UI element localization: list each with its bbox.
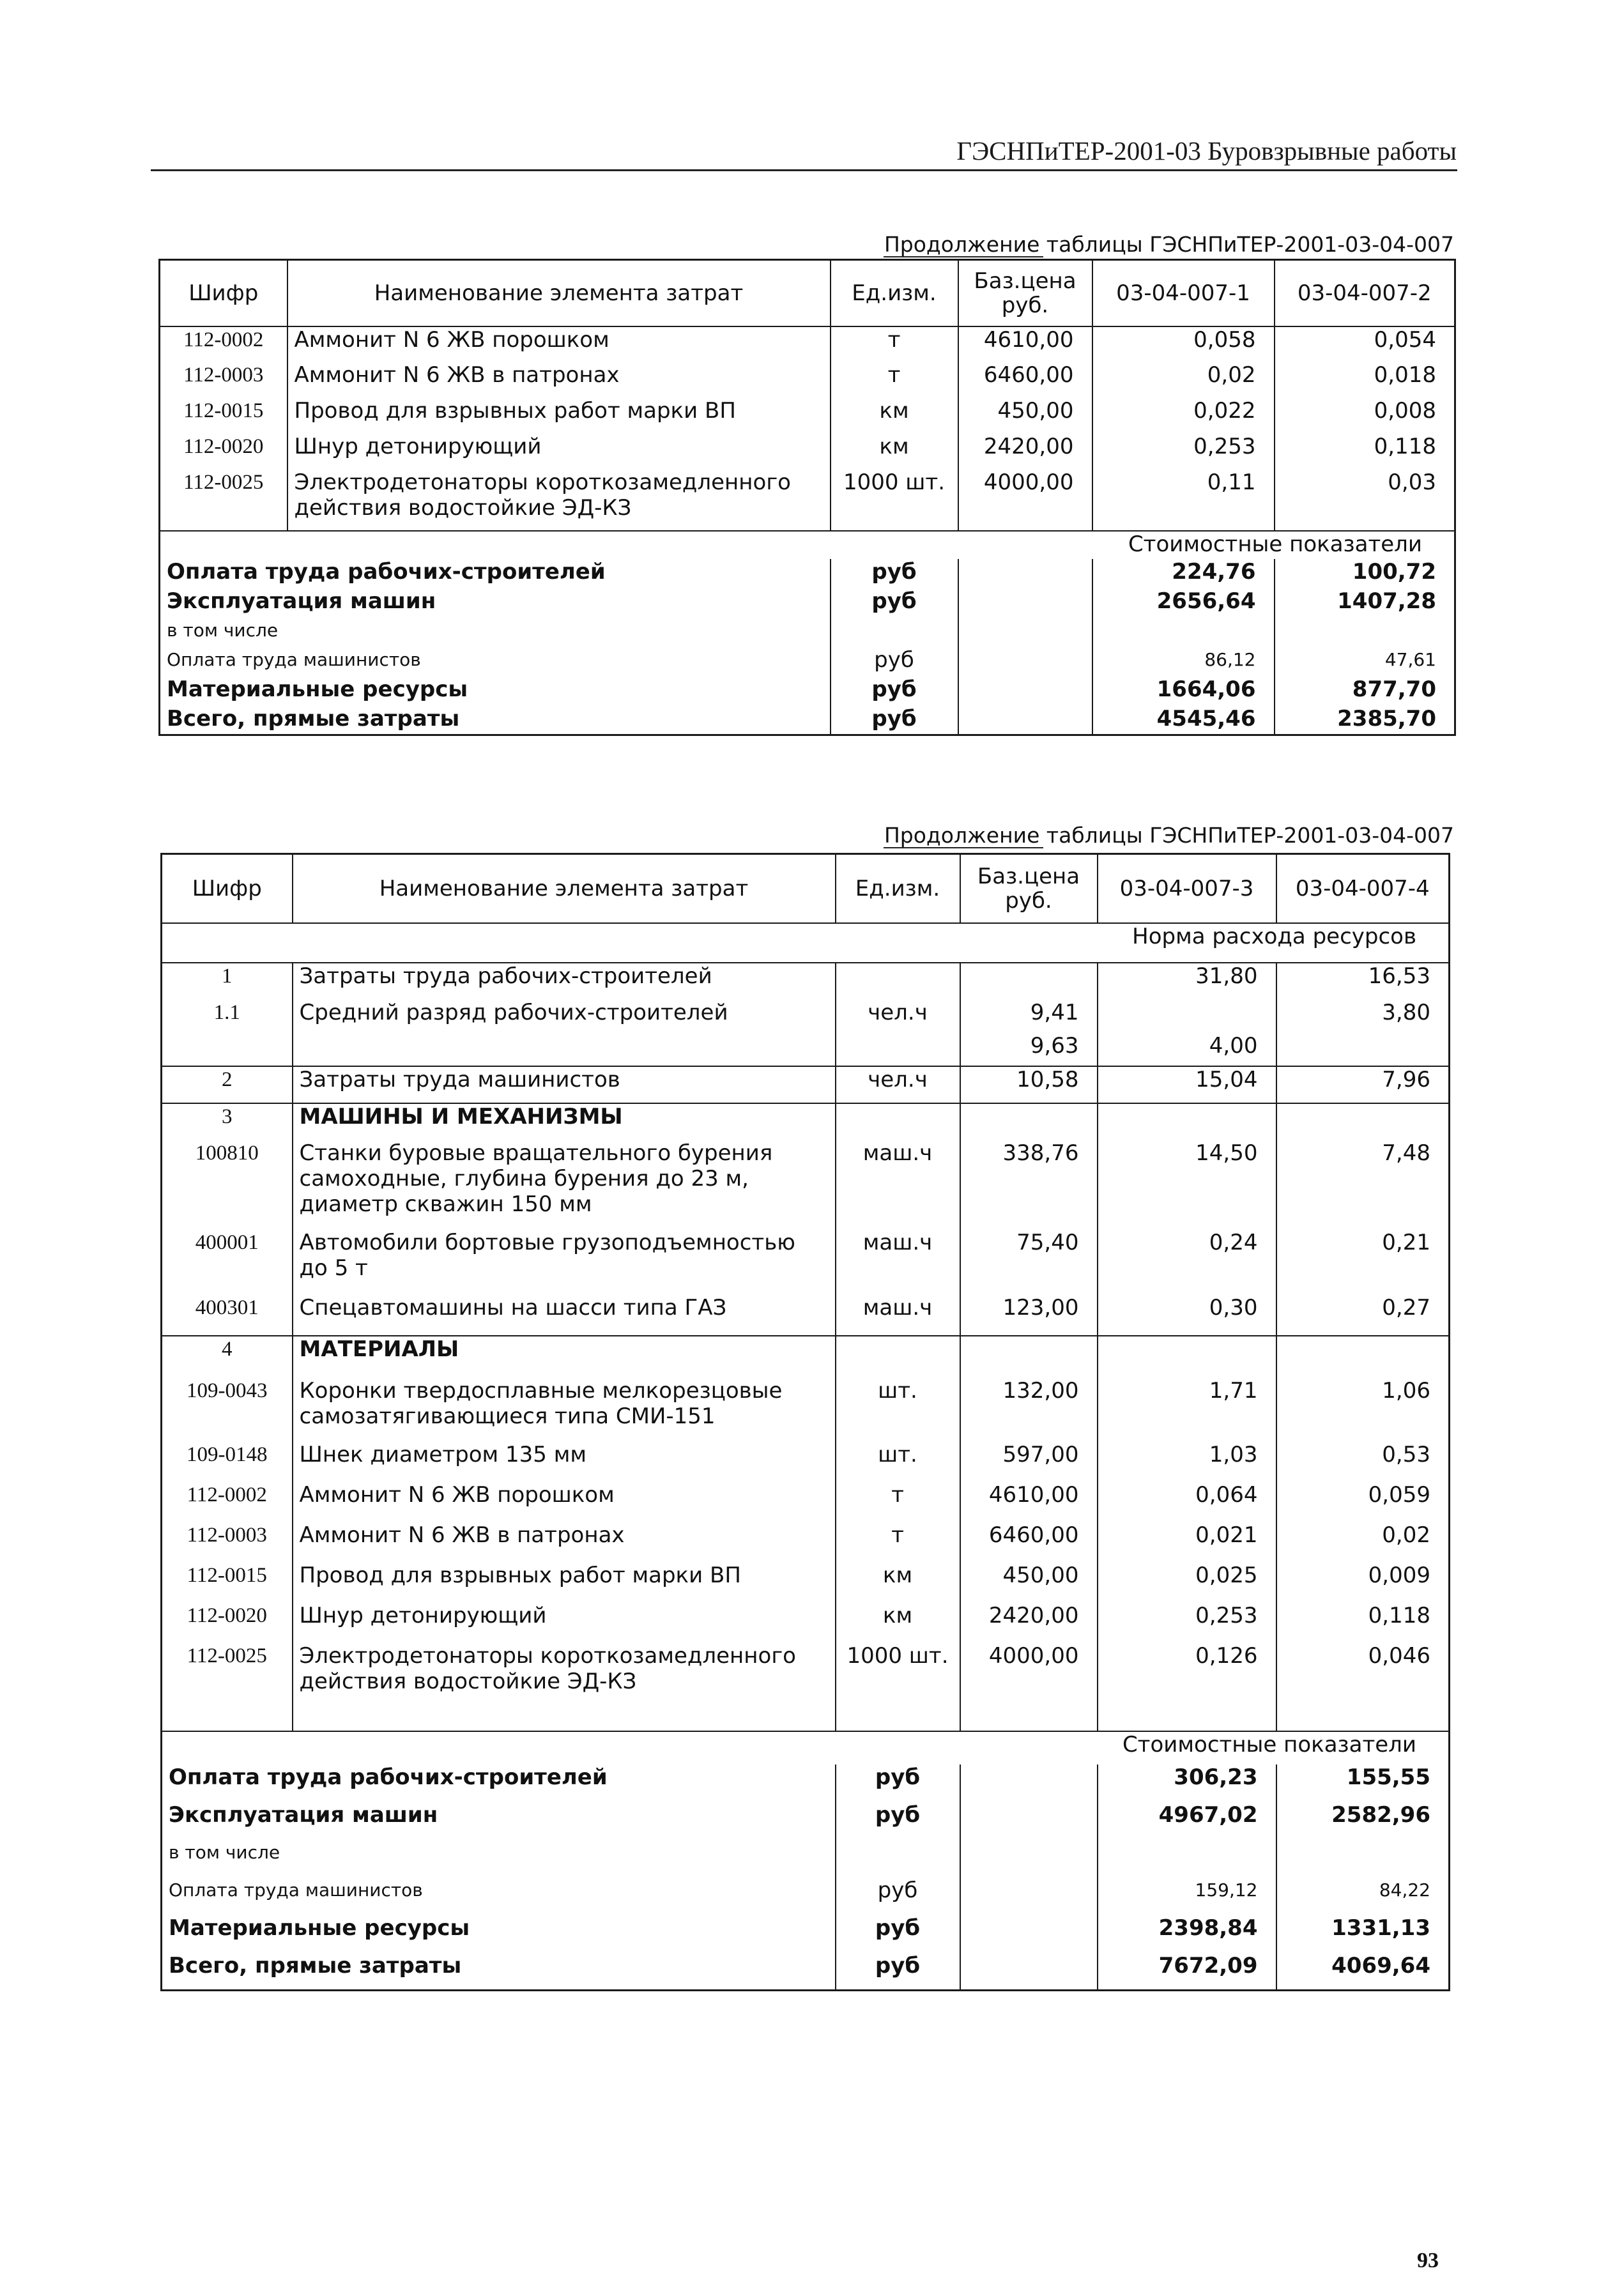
cost-label: Оплата труда машинистов: [167, 648, 421, 670]
row-price: 4000,00: [960, 1643, 1098, 1707]
row-name: Электродетонаторы короткозамедленного действия водостойкие ЭД-КЗ: [293, 1643, 836, 1707]
page-header-title: ГЭСНПиТЕР-2001-03 Буровзрывные работы: [956, 136, 1457, 165]
col-header-price: Баз.цена руб.: [958, 260, 1092, 326]
row-name: Шнур детонирующий: [287, 434, 831, 470]
blank: [1276, 1103, 1450, 1140]
cost-label: Оплата труда рабочих-строителей: [167, 558, 606, 585]
row-value-2: 16,53: [1276, 963, 1450, 1000]
row-name: [293, 1033, 836, 1066]
table2-caption: Продолжение таблицы ГЭСНПиТЕР-2001-03-04-007: [884, 823, 1454, 848]
cost-label: в том числе: [167, 619, 279, 641]
cost-row: [162, 1802, 1450, 1840]
cost-blank: [958, 647, 1092, 677]
cost-row: [160, 559, 1455, 588]
row-value-2: 1,06: [1276, 1378, 1450, 1442]
row-code: 112-0020: [187, 1603, 267, 1627]
cost-row: [160, 647, 1455, 677]
row-price: 9,63: [960, 1033, 1098, 1066]
col-header-code-1: 03-04-007-1: [1092, 260, 1275, 326]
machine-row: [162, 1295, 1450, 1336]
cost-label: Всего, прямые затраты: [169, 1952, 462, 1978]
blank: [836, 1336, 960, 1378]
row-value-1: 0,11: [1092, 470, 1275, 521]
cost-value-2: 4069,64: [1276, 1953, 1450, 1991]
cost-blank: [960, 1840, 1098, 1878]
cost-row: [160, 677, 1455, 706]
cost-value-1: 2398,84: [1098, 1915, 1276, 1953]
row-code: [162, 1033, 293, 1066]
row-unit: [836, 963, 960, 1000]
material-row: [160, 362, 1455, 398]
labor-row: [162, 1000, 1450, 1033]
cost-unit: руб: [831, 559, 958, 588]
row-value-2: 0,118: [1275, 434, 1455, 470]
section-heading-row: [162, 1731, 1450, 1764]
row-value-1: 0,126: [1098, 1643, 1276, 1707]
machine-row: [162, 1230, 1450, 1295]
row-unit: маш.ч: [836, 1295, 960, 1336]
blank: [1098, 1707, 1276, 1731]
cost-label: Материальные ресурсы: [167, 676, 468, 702]
row-unit: [836, 1033, 960, 1066]
section-title: МАТЕРИАЛЫ: [293, 1336, 836, 1378]
machine-row: [162, 1140, 1450, 1230]
row-value-2: 0,059: [1276, 1482, 1450, 1522]
material-row: [162, 1603, 1450, 1643]
material-row: [162, 1378, 1450, 1442]
row-price: 6460,00: [958, 362, 1092, 398]
cost-blank: [960, 1802, 1098, 1840]
cost-heading: Стоимостные показатели: [162, 1731, 1450, 1764]
row-value-2: 7,48: [1276, 1140, 1450, 1230]
cost-value-2: 1331,13: [1276, 1915, 1450, 1953]
row-name: Аммонит N 6 ЖВ порошком: [287, 326, 831, 362]
material-row: [162, 1643, 1450, 1707]
labor-row: [162, 1033, 1450, 1066]
row-value-2: 0,118: [1276, 1603, 1450, 1643]
row-value-1: 1,03: [1098, 1442, 1276, 1482]
row-value-1: [1098, 1000, 1276, 1033]
row-name: Аммонит N 6 ЖВ в патронах: [293, 1522, 836, 1563]
row-value-1: 14,50: [1098, 1140, 1276, 1230]
row-unit: шт.: [836, 1378, 960, 1442]
row-code: 112-0025: [183, 470, 264, 494]
blank: [960, 1707, 1098, 1731]
row-value-1: 0,24: [1098, 1230, 1276, 1295]
cost-blank: [958, 588, 1092, 618]
blank: [1098, 1336, 1276, 1378]
blank: [1092, 521, 1275, 531]
row-price: 6460,00: [960, 1522, 1098, 1563]
cost-unit: руб: [836, 1878, 960, 1915]
row-unit: т: [831, 326, 958, 362]
row-name: Средний разряд рабочих-строителей: [293, 1000, 836, 1033]
cost-value-1: 86,12: [1092, 647, 1275, 677]
cost-blank: [958, 559, 1092, 588]
cost-value-2: 47,61: [1275, 647, 1455, 677]
row-name: Аммонит N 6 ЖВ порошком: [293, 1482, 836, 1522]
table1-caption-underline: [884, 256, 1043, 257]
table1-caption: Продолжение таблицы ГЭСНПиТЕР-2001-03-04-007: [884, 232, 1454, 257]
col-header-name: Наименование элемента затрат: [293, 854, 836, 923]
blank: [831, 521, 958, 531]
row-unit: т: [831, 362, 958, 398]
row-code: 112-0025: [187, 1644, 267, 1667]
material-row: [162, 1482, 1450, 1522]
blank: [960, 1336, 1098, 1378]
row-value-1: 31,80: [1098, 963, 1276, 1000]
row-unit: т: [836, 1482, 960, 1522]
row-unit: 1000 шт.: [831, 470, 958, 521]
cost-value-1: [1092, 618, 1275, 647]
blank: [287, 521, 831, 531]
labor-row: [162, 963, 1450, 1000]
blank: [1276, 1336, 1450, 1378]
row-code: 112-0003: [187, 1523, 267, 1547]
cost-blank: [958, 618, 1092, 647]
cost-unit: руб: [831, 647, 958, 677]
col-header-unit: Ед.изм.: [831, 260, 958, 326]
section-row: [162, 1336, 1450, 1378]
resource-table-2: [160, 853, 1450, 1991]
row-code: 1: [162, 963, 293, 1000]
row-value-1: 0,30: [1098, 1295, 1276, 1336]
row-value-2: 7,96: [1276, 1066, 1450, 1103]
row-price: 597,00: [960, 1442, 1098, 1482]
cost-value-1: 2656,64: [1092, 588, 1275, 618]
material-row: [162, 1522, 1450, 1563]
cost-value-2: [1275, 618, 1455, 647]
col-header-name: Наименование элемента затрат: [287, 260, 831, 326]
row-code: 112-0003: [183, 363, 264, 386]
cost-label: Эксплуатация машин: [169, 1802, 438, 1828]
blank: [1276, 1707, 1450, 1731]
row-unit: чел.ч: [836, 1066, 960, 1103]
cost-row: [160, 588, 1455, 618]
cost-blank: [960, 1953, 1098, 1991]
row-name: Затраты труда машинистов: [293, 1066, 836, 1103]
row-price: 450,00: [958, 398, 1092, 434]
row-unit: чел.ч: [836, 1000, 960, 1033]
row-price: 2420,00: [960, 1603, 1098, 1643]
row-value-2: 0,02: [1276, 1522, 1450, 1563]
row-value-2: 0,03: [1275, 470, 1455, 521]
section-heading-row: [162, 923, 1450, 963]
cost-label: в том числе: [169, 1841, 280, 1863]
row-code: 112-0002: [187, 1483, 267, 1506]
row-name: Шнур детонирующий: [293, 1603, 836, 1643]
row-name: Аммонит N 6 ЖВ в патронах: [287, 362, 831, 398]
row-name: Спецавтомашины на шасси типа ГАЗ: [293, 1295, 836, 1336]
cost-value-1: 1664,06: [1092, 677, 1275, 706]
row-value-2: 0,53: [1276, 1442, 1450, 1482]
material-row: [160, 398, 1455, 434]
row-code: 112-0002: [183, 328, 264, 351]
cost-row: [160, 618, 1455, 647]
row-value-1: 4,00: [1098, 1033, 1276, 1066]
row-value-1: 0,025: [1098, 1563, 1276, 1603]
row-unit: км: [836, 1603, 960, 1643]
blank: [836, 1707, 960, 1731]
section-number: 4: [162, 1336, 293, 1378]
row-value-1: 0,02: [1092, 362, 1275, 398]
col-header-code: Шифр: [160, 260, 287, 326]
row-value-1: 0,064: [1098, 1482, 1276, 1522]
table2-header-row: [162, 854, 1450, 923]
cost-value-1: 159,12: [1098, 1878, 1276, 1915]
section-heading-row: [160, 531, 1455, 559]
row-value-2: 0,21: [1276, 1230, 1450, 1295]
row-name: Провод для взрывных работ марки ВП: [287, 398, 831, 434]
cost-value-2: 100,72: [1275, 559, 1455, 588]
blank: [1098, 1103, 1276, 1140]
row-name: Шнек диаметром 135 мм: [293, 1442, 836, 1482]
col-header-code-2: 03-04-007-2: [1275, 260, 1455, 326]
row-code: 112-0020: [183, 434, 264, 458]
table1-header-row: [160, 260, 1455, 326]
operator-row: [162, 1066, 1450, 1103]
row-code: 112-0015: [187, 1563, 267, 1587]
col-header-price: Баз.цена руб.: [960, 854, 1098, 923]
blank: [960, 1103, 1098, 1140]
row-price: [960, 963, 1098, 1000]
row-unit: 1000 шт.: [836, 1643, 960, 1707]
material-row: [160, 470, 1455, 521]
row-value-2: 0,018: [1275, 362, 1455, 398]
section-title: МАШИНЫ И МЕХАНИЗМЫ: [293, 1103, 836, 1140]
cost-value-2: 155,55: [1276, 1764, 1450, 1802]
col-header-code-4: 03-04-007-4: [1276, 854, 1450, 923]
col-header-code-3: 03-04-007-3: [1098, 854, 1276, 923]
blank: [293, 1707, 836, 1731]
row-unit: шт.: [836, 1442, 960, 1482]
col-header-unit: Ед.изм.: [836, 854, 960, 923]
row-unit: т: [836, 1522, 960, 1563]
resource-table-1: [158, 259, 1456, 736]
row-code: 400301: [195, 1296, 259, 1319]
blank: [836, 1103, 960, 1140]
row-value-1: 0,253: [1098, 1603, 1276, 1643]
row-code: 112-0015: [183, 399, 264, 422]
material-row: [162, 1442, 1450, 1482]
material-row: [160, 434, 1455, 470]
material-row: [160, 326, 1455, 362]
cost-value-1: 306,23: [1098, 1764, 1276, 1802]
cost-value-1: [1098, 1840, 1276, 1878]
row-price: 2420,00: [958, 434, 1092, 470]
row-price: 4000,00: [958, 470, 1092, 521]
cost-unit: руб: [836, 1953, 960, 1991]
cost-blank: [960, 1764, 1098, 1802]
row-price: 75,40: [960, 1230, 1098, 1295]
cost-unit: [836, 1840, 960, 1878]
cost-unit: руб: [831, 677, 958, 706]
row-price: 9,41: [960, 1000, 1098, 1033]
cost-blank: [960, 1915, 1098, 1953]
cost-unit: руб: [836, 1915, 960, 1953]
row-code: 100810: [195, 1141, 259, 1165]
section-row: [162, 1103, 1450, 1140]
row-price: 132,00: [960, 1378, 1098, 1442]
row-unit: маш.ч: [836, 1230, 960, 1295]
blank: [958, 521, 1092, 531]
row-value-2: 0,008: [1275, 398, 1455, 434]
cost-label: Эксплуатация машин: [167, 588, 436, 614]
row-value-1: 0,022: [1092, 398, 1275, 434]
row-value-2: 0,009: [1276, 1563, 1450, 1603]
section-number: 3: [162, 1103, 293, 1140]
row-value-1: 15,04: [1098, 1066, 1276, 1103]
row-code: 400001: [195, 1230, 259, 1254]
cost-value-1: 4967,02: [1098, 1802, 1276, 1840]
norm-heading: Норма расхода ресурсов: [162, 923, 1450, 963]
row-value-1: 0,058: [1092, 326, 1275, 362]
cost-heading: Стоимостные показатели: [160, 531, 1455, 559]
col-header-code: Шифр: [162, 854, 293, 923]
row-name: Затраты труда рабочих-строителей: [293, 963, 836, 1000]
cost-value-2: 877,70: [1275, 677, 1455, 706]
cost-blank: [958, 706, 1092, 735]
cost-unit: руб: [836, 1764, 960, 1802]
blank: [160, 521, 287, 531]
row-name: Автомобили бортовые грузоподъемностью до 5 т: [293, 1230, 836, 1295]
cost-unit: руб: [831, 706, 958, 735]
cost-row: [162, 1915, 1450, 1953]
cost-unit: руб: [836, 1802, 960, 1840]
row-unit: км: [836, 1563, 960, 1603]
cost-value-2: [1276, 1840, 1450, 1878]
cost-blank: [960, 1878, 1098, 1915]
blank: [162, 1707, 293, 1731]
cost-value-1: 4545,46: [1092, 706, 1275, 735]
cost-value-1: 7672,09: [1098, 1953, 1276, 1991]
row-name: Провод для взрывных работ марки ВП: [293, 1563, 836, 1603]
page-number: 93: [1417, 2249, 1439, 2272]
material-row: [162, 1563, 1450, 1603]
row-unit: км: [831, 398, 958, 434]
row-price: 123,00: [960, 1295, 1098, 1336]
cost-row: [162, 1840, 1450, 1878]
row-value-2: 3,80: [1276, 1000, 1450, 1033]
row-price: 4610,00: [960, 1482, 1098, 1522]
cost-unit: руб: [831, 588, 958, 618]
cost-value-2: 84,22: [1276, 1878, 1450, 1915]
cost-row: [162, 1953, 1450, 1991]
cost-row: [162, 1878, 1450, 1915]
row-value-2: 0,27: [1276, 1295, 1450, 1336]
row-code: 2: [162, 1066, 293, 1103]
cost-label: Всего, прямые затраты: [167, 705, 460, 731]
header-rule: [151, 169, 1457, 171]
row-code: 1.1: [213, 1000, 240, 1024]
spacer-row: [160, 521, 1455, 531]
cost-label: Оплата труда рабочих-строителей: [169, 1764, 608, 1790]
cost-blank: [958, 677, 1092, 706]
row-value-2: 0,046: [1276, 1643, 1450, 1707]
row-name: Электродетонаторы короткозамедленного действия водостойкие ЭД-КЗ: [287, 470, 831, 521]
row-price: 450,00: [960, 1563, 1098, 1603]
cost-label: Оплата труда машинистов: [169, 1879, 423, 1901]
cost-unit: [831, 618, 958, 647]
row-value-2: 0,054: [1275, 326, 1455, 362]
row-value-1: 1,71: [1098, 1378, 1276, 1442]
row-value-2: [1276, 1033, 1450, 1066]
cost-value-2: 2582,96: [1276, 1802, 1450, 1840]
row-price: 10,58: [960, 1066, 1098, 1103]
cost-value-2: 1407,28: [1275, 588, 1455, 618]
row-value-1: 0,021: [1098, 1522, 1276, 1563]
cost-row: [162, 1764, 1450, 1802]
cost-row: [160, 706, 1455, 735]
table2-caption-underline: [884, 847, 1043, 848]
blank: [1275, 521, 1455, 531]
row-value-1: 0,253: [1092, 434, 1275, 470]
row-code: 109-0043: [187, 1379, 268, 1402]
row-name: Коронки твердосплавные мелкорезцовые самозатягивающиеся типа СМИ-151: [293, 1378, 836, 1442]
cost-value-1: 224,76: [1092, 559, 1275, 588]
spacer-row: [162, 1707, 1450, 1731]
cost-label: Материальные ресурсы: [169, 1915, 470, 1941]
row-unit: км: [831, 434, 958, 470]
row-unit: маш.ч: [836, 1140, 960, 1230]
row-name: Станки буровые вращательного бурения самоходные, глубина бурения до 23 м, диаметр скважин 150 мм: [293, 1140, 836, 1230]
row-code: 109-0148: [187, 1443, 268, 1466]
row-price: 4610,00: [958, 326, 1092, 362]
row-price: 338,76: [960, 1140, 1098, 1230]
cost-value-2: 2385,70: [1275, 706, 1455, 735]
